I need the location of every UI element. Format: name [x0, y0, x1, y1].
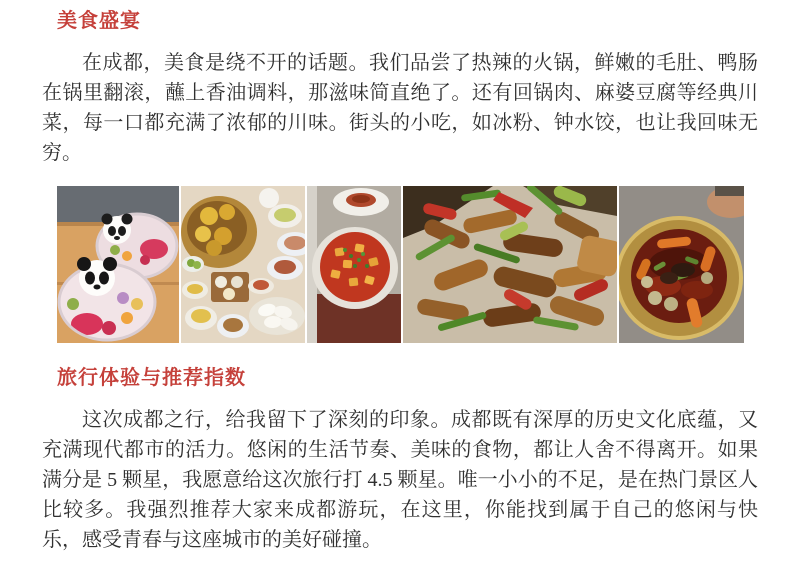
food-photo-gallery — [57, 186, 758, 343]
section-heading-food-feast: 美食盛宴 — [57, 10, 141, 32]
section-heading-travel-rating: 旅行体验与推荐指数 — [57, 367, 246, 389]
photo-panda-dessert[interactable] — [57, 186, 179, 343]
photo-pork-stir-fry[interactable] — [403, 186, 617, 343]
food-feast-paragraph: 在成都，美食是绕不开的话题。我们品尝了热辣的火锅，鲜嫩的毛肚、鸭肠在锅里翻滚，蘸上香油调料，那滋味简直绝了。还有回锅肉、麻婆豆腐等经典川菜，每一口都充满了浓郁的川味。街头的小吃，如冰粉、钟水饺，也让我回味无穷。 — [42, 52, 758, 164]
travel-rating-paragraph: 这次成都之行，给我留下了深刻的印象。成都既有深厚的历史文化底蕴，又充满现代都市的活力。悠闲的生活节奏、美味的食物，都让人舍不得离开。如果满分是 5 颗星，我愿意给这次旅行打 4.5 颗星。唯一小小的不足，是在热门景区人比较多。我强烈推荐大家来成都游玩，在这里，你能找到属于自己的悠闲与快乐，感受青春与这座城市的美好碰撞。 — [42, 409, 758, 551]
photo-mapo-tofu[interactable] — [307, 186, 401, 343]
photo-copper-hotpot[interactable] — [619, 186, 744, 343]
photo-snack-spread[interactable] — [181, 186, 305, 343]
